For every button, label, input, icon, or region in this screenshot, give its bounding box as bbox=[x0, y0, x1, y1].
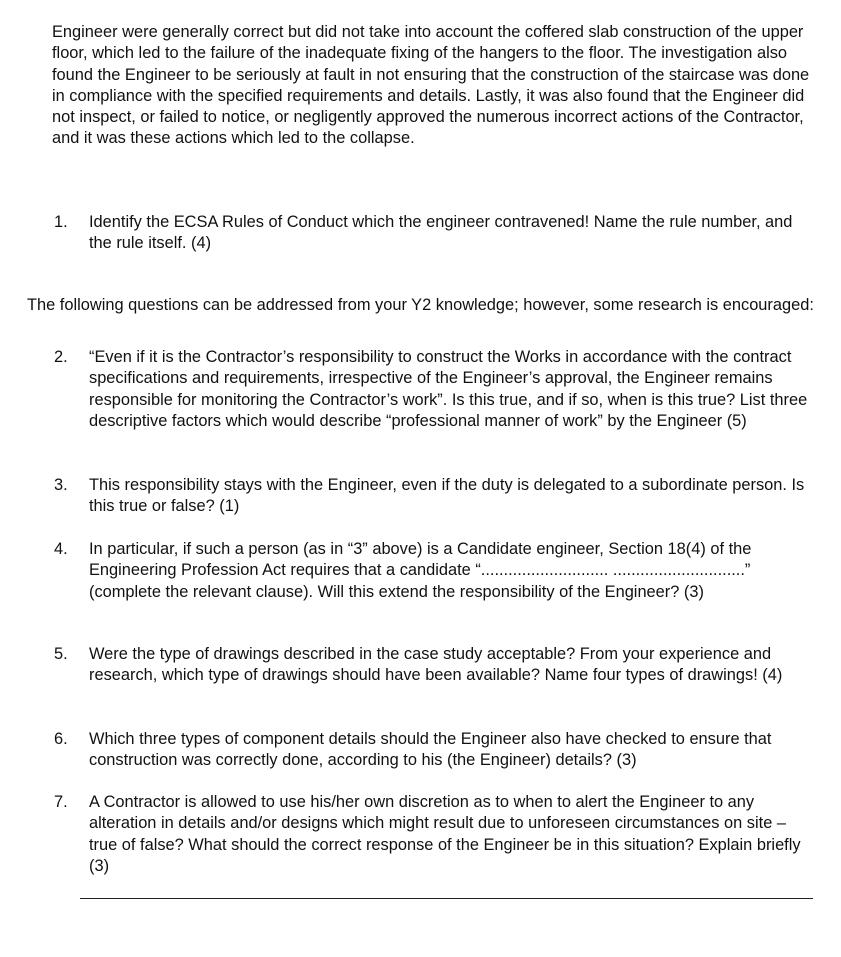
intro-paragraph: Engineer were generally correct but did not take into account the coffered slab construction of the upper floor, which led to the failure of the inadequate fixing of the hangers to the floor. The investigation also found the Engineer to be seriously at fault in not ensuring that the construction of the staircase was done in compliance with the specified requirements and details. Lastly, it was also found that the Engineer did not inspect, or failed to notice, or negligently approved the numerous incorrect actions of the Contractor, and it was these actions which led to the collapse. bbox=[52, 23, 810, 148]
question-number: 1. bbox=[54, 213, 68, 231]
question-number: 2. bbox=[54, 348, 68, 366]
lead-paragraph: The following questions can be addressed from your Y2 knowledge; however, some research is encouraged: bbox=[27, 296, 814, 314]
question-number: 7. bbox=[54, 793, 68, 811]
question-text: Which three types of component details should the Engineer also have checked to ensure that construction was correctly done, according to his (the Engineer) details? (3) bbox=[89, 730, 772, 770]
question-4 bbox=[54, 539, 814, 603]
question-number: 6. bbox=[54, 730, 68, 748]
horizontal-divider bbox=[80, 898, 813, 899]
question-5 bbox=[54, 644, 814, 687]
question-text: In particular, if such a person (as in “3” above) is a Candidate engineer, Section 18(4) of the Engineering Profession Act requires that a candidate “............................ .............................” (complete the relevant clause). Will this extend the responsibility of the Engineer? (3) bbox=[89, 540, 752, 601]
question-text: “Even if it is the Contractor’s responsibility to construct the Works in accordance with the contract specifications and requirements, irrespective of the Engineer’s approval, the Engineer remains responsible for monitoring the Contractor’s work”. Is this true, and if so, when is this true? List three descriptive factors which would describe “professional manner of work” by the Engineer (5) bbox=[89, 348, 808, 430]
question-number: 4. bbox=[54, 540, 68, 558]
question-text: Identify the ECSA Rules of Conduct which the engineer contravened! Name the rule number, and the rule itself. (4) bbox=[89, 213, 793, 253]
question-text: A Contractor is allowed to use his/her own discretion as to when to alert the Engineer to any alteration in details and/or designs which might result due to unforeseen circumstances on site – true of false? What should the correct response of the Engineer be in this situation? Explain briefly (3) bbox=[89, 793, 801, 875]
question-number: 3. bbox=[54, 476, 68, 494]
question-6 bbox=[54, 729, 814, 772]
question-number: 5. bbox=[54, 645, 68, 663]
question-1 bbox=[54, 212, 814, 255]
question-2 bbox=[54, 347, 814, 432]
question-7 bbox=[54, 792, 814, 877]
question-text: This responsibility stays with the Engineer, even if the duty is delegated to a subordinate person. Is this true or false? (1) bbox=[89, 476, 805, 516]
question-3 bbox=[54, 475, 814, 518]
question-text: Were the type of drawings described in the case study acceptable? From your experience and research, which type of drawings should have been available? Name four types of drawings! (4) bbox=[89, 645, 783, 685]
